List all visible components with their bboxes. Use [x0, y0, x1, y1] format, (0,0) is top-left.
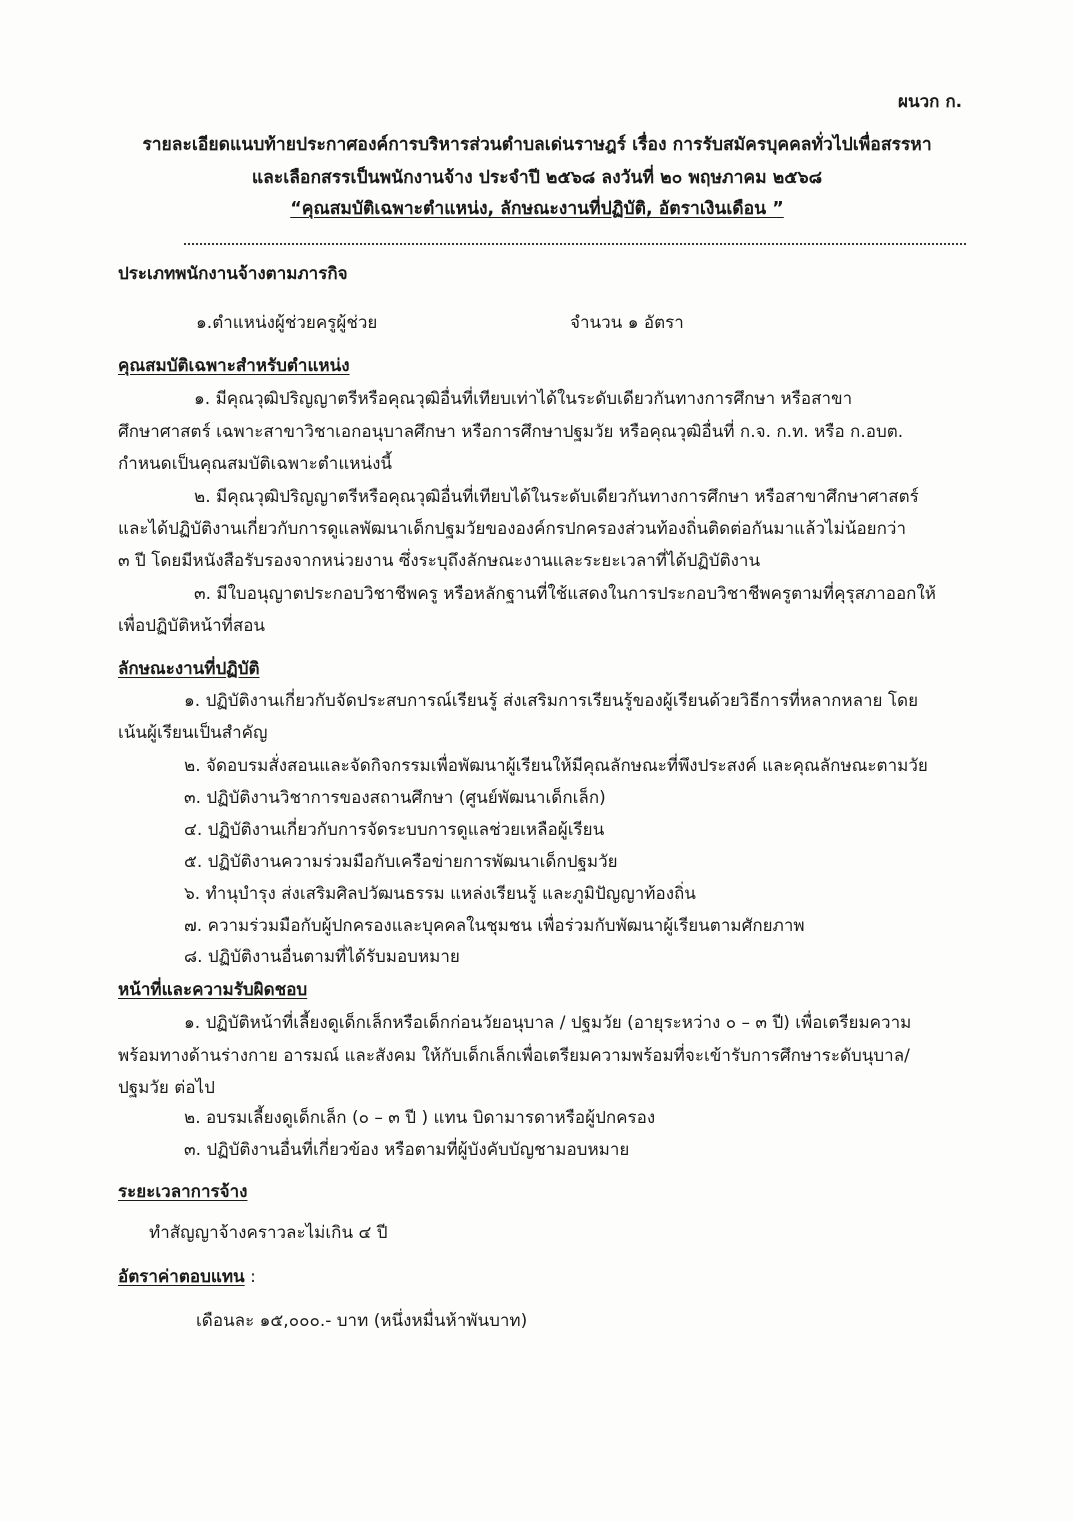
duty-line: เน้นผู้เรียนเป็นสำคัญ — [118, 723, 268, 743]
responsibility-line: ๓. ปฏิบัติงานอื่นที่เกี่ยวข้อง หรือตามที่ผู้บังคับบัญชามอบหมาย — [184, 1140, 630, 1160]
header-line-2: และเลือกสรรเป็นพนักงานจ้าง ประจำปี ๒๕๖๘ ลงวันที่ ๒๐ พฤษภาคม ๒๕๖๘ — [251, 168, 823, 188]
header-line-1: รายละเอียดแนบท้ายประกาศองค์การบริหารส่วนตำบลเด่นราษฎร์ เรื่อง การรับสมัครบุคคลทั่วไปเพื่อสรรหา — [142, 135, 932, 155]
qualification-line: กำหนดเป็นคุณสมบัติเฉพาะตำแหน่งนี้ — [118, 454, 393, 474]
position-name: ๑.ตำแหน่งผู้ช่วยครูผู้ช่วย — [196, 313, 378, 333]
qualification-line: ๓ ปี โดยมีหนังสือรับรองจากหน่วยงาน ซึ่งระบุถึงลักษณะงานและระยะเวลาที่ได้ปฏิบัติงาน — [118, 551, 761, 571]
duty-line: ๔. ปฏิบัติงานเกี่ยวกับการจัดระบบการดูแลช่วยเหลือผู้เรียน — [184, 820, 605, 840]
responsibility-line: ปฐมวัย ต่อไป — [118, 1078, 215, 1098]
responsibility-line: พร้อมทางด้านร่างกาย อารมณ์ และสังคม ให้กับเด็กเล็กเพื่อเตรียมความพร้อมที่จะเข้ารับการศึกษาระดับนุบาล/ — [118, 1046, 910, 1066]
compensation-text: เดือนละ ๑๕,๐๐๐.- บาท (หนึ่งหมื่นห้าพันบาท) — [196, 1311, 528, 1331]
responsibility-line: ๑. ปฏิบัติหน้าที่เลี้ยงดูเด็กเล็กหรือเด็กก่อนวัยอนุบาล / ปฐมวัย (อายุระหว่าง ๐ – ๓ ปี) เพื่อเตรียมความ — [184, 1013, 912, 1033]
qualification-line: ๓. มีใบอนุญาตประกอบวิชาชีพครู หรือหลักฐานที่ใช้แสดงในการประกอบวิชาชีพครูตามที่คุรุสภาออกให้ — [194, 584, 936, 604]
dotted-divider — [184, 243, 966, 245]
qualifications-heading: คุณสมบัติเฉพาะสำหรับตำแหน่ง — [118, 356, 350, 376]
qualification-line: ๑. มีคุณวุฒิปริญญาตรีหรือคุณวุฒิอื่นที่เทียบเท่าได้ในระดับเดียวกันทางการศึกษา หรือสาขา — [194, 389, 853, 409]
duties-heading: ลักษณะงานที่ปฏิบัติ — [118, 659, 260, 679]
annex-label: ผนวก ก. — [898, 92, 963, 112]
qualification-line: ๒. มีคุณวุฒิปริญญาตรีหรือคุณวุฒิอื่นที่เทียบได้ในระดับเดียวกันทางการศึกษา หรือสาขาศึกษาศาสตร์ — [194, 487, 919, 507]
duty-line: ๒. จัดอบรมสั่งสอนและจัดกิจกรรมเพื่อพัฒนาผู้เรียนให้มีคุณลักษณะที่พึงประสงค์ และคุณลักษณะตามวัย — [184, 756, 928, 776]
compensation-heading-row — [118, 1265, 256, 1289]
qualification-line: ศึกษาศาสตร์ เฉพาะสาขาวิชาเอกอนุบาลศึกษา หรือการศึกษาปฐมวัย หรือคุณวุฒิอื่นที่ ก.จ. ก.ท. หรือ ก.อบต. — [118, 422, 904, 442]
compensation-colon: : — [244, 1267, 256, 1287]
duty-line: ๕. ปฏิบัติงานความร่วมมือกับเครือข่ายการพัฒนาเด็กปฐมวัย — [184, 852, 618, 872]
qualification-line: และได้ปฏิบัติงานเกี่ยวกับการดูแลพัฒนาเด็กปฐมวัยขององค์กรปกครองส่วนท้องถิ่นติดต่อกันมาแล้วไม่น้อยกว่า — [118, 519, 906, 539]
duty-line: ๓. ปฏิบัติงานวิชาการของสถานศึกษา (ศูนย์พัฒนาเด็กเล็ก) — [184, 788, 606, 808]
employee-type: ประเภทพนักงานจ้างตามภารกิจ — [118, 264, 348, 284]
responsibilities-heading: หน้าที่และความรับผิดชอบ — [118, 980, 308, 1000]
duty-line: ๗. ความร่วมมือกับผู้ปกครองและบุคคลในชุมชน เพื่อร่วมกับพัฒนาผู้เรียนตามศักยภาพ — [184, 916, 805, 936]
employment-period-heading: ระยะเวลาการจ้าง — [118, 1182, 248, 1202]
position-count: จำนวน ๑ อัตรา — [570, 313, 684, 333]
compensation-heading: อัตราค่าตอบแทน — [118, 1267, 245, 1287]
header-line-3: “คุณสมบัติเฉพาะตำแหน่ง, ลักษณะงานที่ปฏิบัติ, อัตราเงินเดือน ” — [290, 199, 784, 219]
qualification-line: เพื่อปฏิบัติหน้าที่สอน — [118, 616, 266, 636]
duty-line: ๑. ปฏิบัติงานเกี่ยวกับจัดประสบการณ์เรียนรู้ ส่งเสริมการเรียนรู้ของผู้เรียนด้วยวิธีการที่หลากหลาย โดย — [184, 691, 919, 711]
employment-period-text: ทำสัญญาจ้างคราวละไม่เกิน ๔ ปี — [149, 1223, 388, 1243]
responsibility-line: ๒. อบรมเลี้ยงดูเด็กเล็ก (๐ – ๓ ปี ) แทน บิดามารดาหรือผู้ปกครอง — [184, 1108, 656, 1128]
duty-line: ๘. ปฏิบัติงานอื่นตามที่ได้รับมอบหมาย — [184, 947, 460, 967]
duty-line: ๖. ทำนุบำรุง ส่งเสริมศิลปวัฒนธรรม แหล่งเรียนรู้ และภูมิปัญญาท้องถิ่น — [184, 884, 696, 904]
